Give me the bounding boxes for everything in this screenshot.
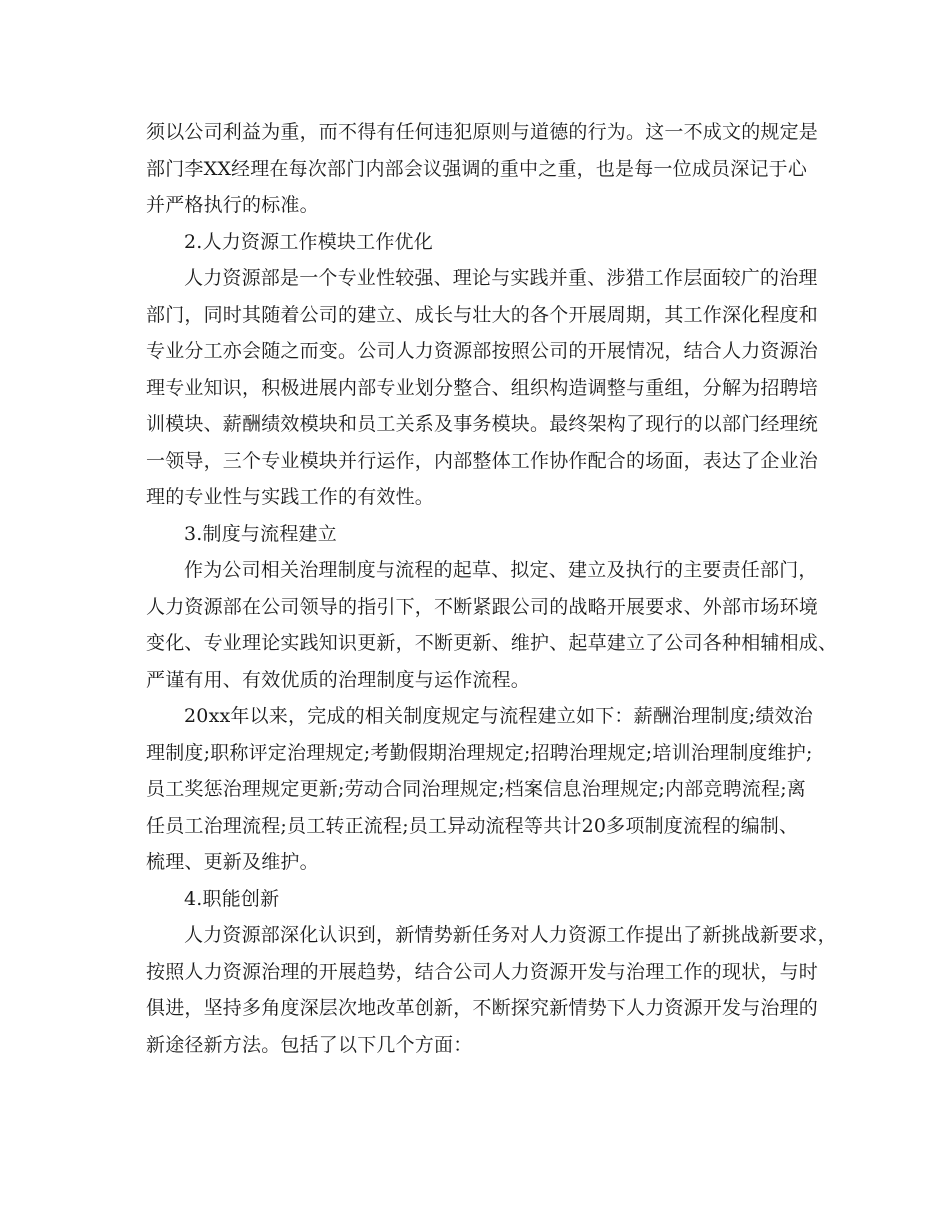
paragraph-line: 一领导，三个专业模块并行运作，内部整体工作协作配合的场面，表达了企业治 [146, 449, 819, 472]
paragraph-line: 人力资源部在公司领导的指引下，不断紧跟公司的战略开展要求、外部市场环境 [146, 595, 819, 618]
section-heading: 3.制度与流程建立 [184, 522, 337, 545]
paragraph-line: 严谨有用、有效优质的治理制度与运作流程。 [146, 668, 531, 691]
paragraph-line: 人力资源部是一个专业性较强、理论与实践并重、涉猎工作层面较广的治理 [184, 267, 818, 289]
paragraph-line: 并严格执行的标准。 [146, 194, 319, 216]
section-heading: 4.职能创新 [184, 887, 280, 910]
paragraph-line: 部门李XX经理在每次部门内部会议强调的重中之重，也是每一位成员深记于心 [146, 157, 808, 180]
paragraph-line: 须以公司利益为重，而不得有任何违犯原则与道德的行为。这一不成文的规定是 [146, 121, 819, 143]
paragraph-line: 理的专业性与实践工作的有效性。 [146, 486, 435, 508]
paragraph-line: 任员工治理流程;员工转正流程;员工异动流程等共计20多项制度流程的编制、 [146, 814, 799, 837]
paragraph-line: 新途径新方法。包括了以下几个方面： [146, 1033, 473, 1056]
section-heading: 2.人力资源工作模块工作优化 [184, 230, 433, 253]
paragraph-line: 20xx年以来，完成的相关制度规定与流程建立如下：薪酬治理制度;绩效治 [184, 705, 814, 727]
paragraph-line: 部门，同时其随着公司的建立、成长与壮大的各个开展周期，其工作深化程度和 [146, 303, 819, 326]
paragraph-line: 理专业知识，积极进展内部专业划分整合、组织构造调整与重组，分解为招聘培 [146, 376, 819, 399]
paragraph-line: 梳理、更新及维护。 [146, 851, 319, 873]
paragraph-line: 变化、专业理论实践知识更新，不断更新、维护、起草建立了公司各种相辅相成、 [146, 632, 838, 654]
paragraph-line: 训模块、薪酬绩效模块和员工关系及事务模块。最终架构了现行的以部门经理统 [146, 413, 819, 435]
paragraph-line: 理制度;职称评定治理规定;考勤假期治理规定;招聘治理规定;培训治理制度维护; [146, 741, 813, 764]
paragraph-line: 人力资源部深化认识到，新情势新任务对人力资源工作提出了新挑战新要求， [184, 924, 837, 946]
paragraph-line: 专业分工亦会随之而变。公司人力资源部按照公司的开展情况，结合人力资源治 [146, 340, 819, 362]
paragraph-line: 作为公司相关治理制度与流程的起草、拟定、建立及执行的主要责任部门， [184, 559, 818, 581]
paragraph-line: 员工奖惩治理规定更新;劳动合同治理规定;档案信息治理规定;内部竞聘流程;离 [146, 778, 807, 800]
paragraph-line: 俱进，坚持多角度深层次地改革创新，不断探究新情势下人力资源开发与治理的 [146, 997, 819, 1019]
document-body [146, 114, 838, 1063]
paragraph-line: 按照人力资源治理的开展趋势，结合公司人力资源开发与治理工作的现状，与时 [146, 960, 819, 983]
